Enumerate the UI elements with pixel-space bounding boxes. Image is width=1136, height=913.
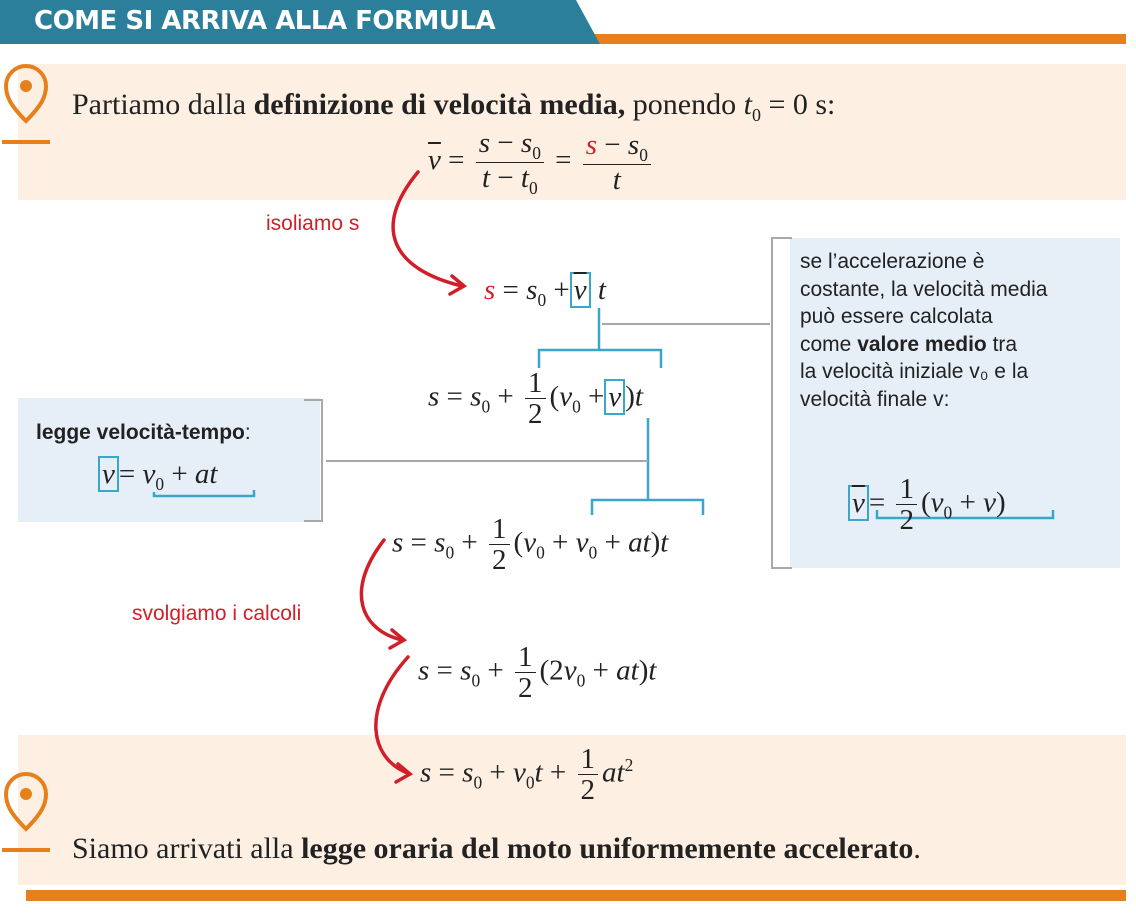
equation-mean-value: $\overline{v}$ = $\frac{1}{2}$ $(v_0 + v)$: [848, 474, 1006, 536]
equation-time-law: $s = s_0 + v_0t$ + $\frac{1}{2}$ $at^2$: [420, 743, 634, 807]
note-text: se l’accelerazione è costante, la velocità media può essere calcolata come valore medio tra la velocità iniziale v₀ e la velocità finale v:: [800, 250, 1048, 411]
intro-sentence: Partiamo dalla definizione di velocità media, ponendo $t_0 = 0$ s:: [72, 88, 836, 125]
law-title: legge velocità-tempo:: [36, 421, 251, 444]
conclusion-sentence: Siamo arrivati alla legge oraria del moto uniformemente accelerato.: [72, 832, 921, 865]
calc-label: svolgiamo i calcoli: [132, 602, 302, 625]
arrow-calc-2: [376, 657, 410, 774]
equation-velocity-time: $v = v_0$ + at: [98, 458, 217, 495]
equation-simplified: $s = s_0$ + $\frac{1}{2}$ $(2v_0 + at)t$: [418, 641, 657, 705]
equation-isolated-s: $s = s_0 + \overline{v}$ t: [484, 274, 606, 310]
equation-mean-velocity: $\overline{v}$ = $\frac{s - s_0}{t - t_0}$ = $\frac{s - s_0}{t}$: [428, 128, 655, 197]
equation-average-substituted: $s = s_0$ + $\frac{1}{2}$ ($v_0 + v$ )t: [428, 367, 643, 431]
location-pin-icon: [2, 66, 50, 142]
isolate-label: isoliamo s: [266, 212, 360, 235]
equation-full-substituted: $s = s_0$ + $\frac{1}{2}$ $(v_0 + v_0 + at)t$: [392, 513, 669, 577]
section-title: COME SI ARRIVA ALLA FORMULA: [34, 6, 496, 36]
location-pin-icon: [2, 774, 50, 850]
